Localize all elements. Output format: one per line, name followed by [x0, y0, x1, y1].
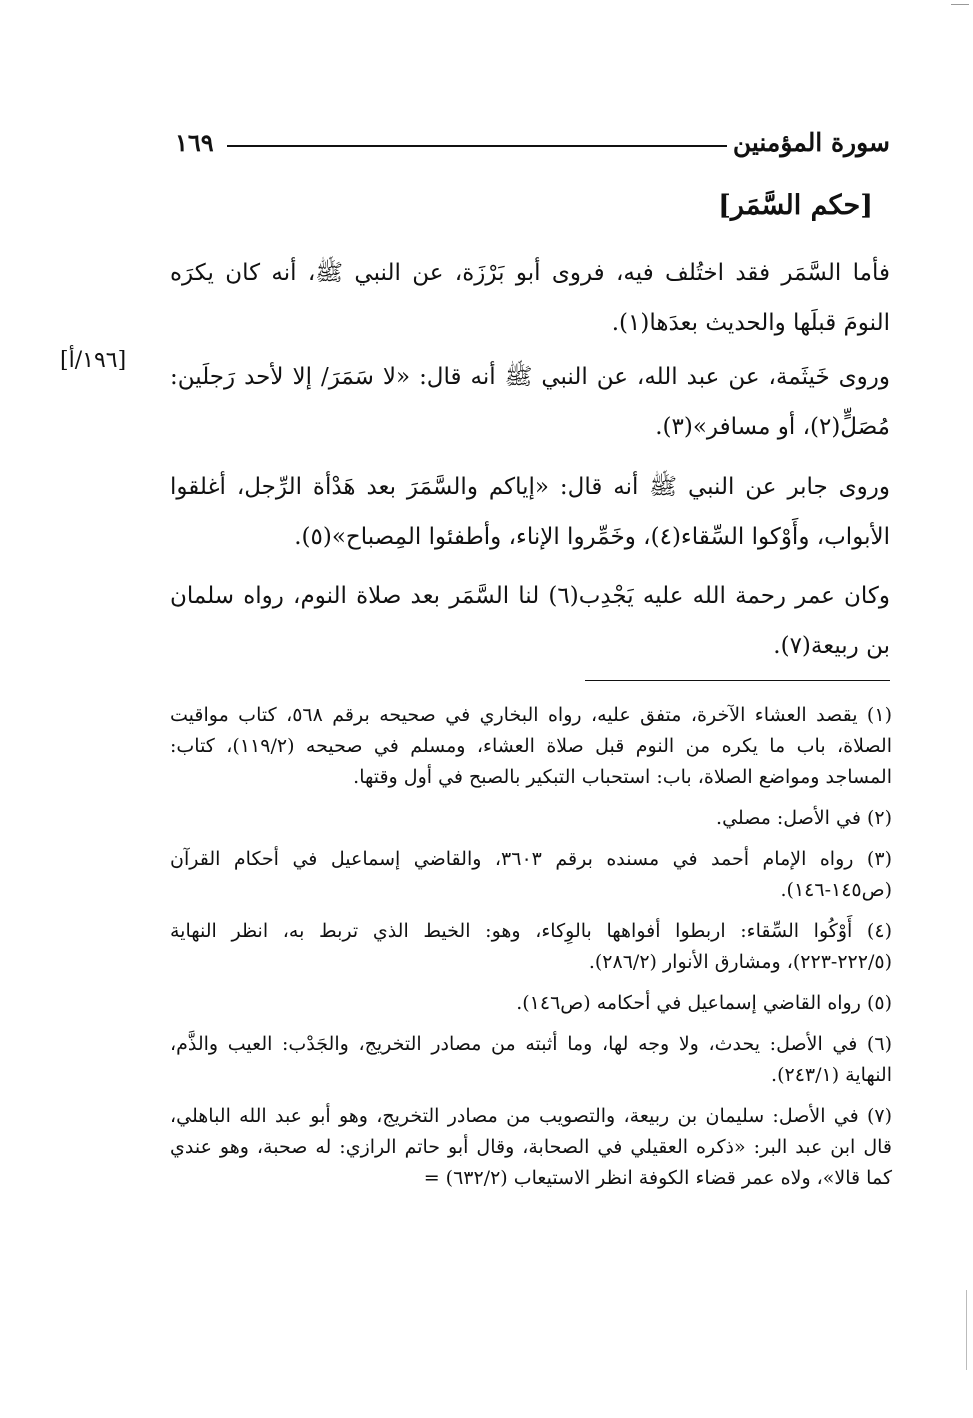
paragraph-3: وروى جابر عن النبي ﷺ أنه قال: «إياكم والسَّمَرَ بعد هَدْأة الرِّجل، أغلقوا الأبواب، وأَوْكوا السِّقاء(٤)، وخَمِّروا الإناء، وأطفئوا المِصباح»(٥). [170, 474, 890, 550]
section-title: [حكم السَّمَر] [718, 190, 873, 221]
surah-title: سورة المؤمنين [732, 128, 890, 157]
footnote-2: (٢) في الأصل: مصلي. [716, 807, 892, 829]
footnote-5: (٥) رواه القاضي إسماعيل في أحكامه (ص١٤٦). [516, 992, 892, 1014]
manuscript-folio-reference: [١٩٦/أ] [60, 348, 127, 373]
scan-edge-line [966, 1290, 967, 1370]
page-number: ١٦٩ [175, 128, 214, 157]
footnotes [170, 700, 892, 1204]
paragraph-1: فأما السَّمَر فقد اختُلف فيه، فروى أبو بَرْزَة، عن النبي ﷺ، أنه كان يكرَه النومَ قبلَها والحديث بعدَها(١). [170, 260, 890, 336]
footnote-4: (٤) أَوْكُوا السِّقاء: اربطوا أفواهها بالوِكاء، وهو: الخيط الذي تربط به، انظر النهاية (٢٢٢/٥-٢٢٣)، ومشارق الأنوار (٢٨٦/٢). [170, 920, 892, 973]
paragraph-4: وكان عمر رحمة الله عليه يَجْدِب(٦) لنا السَّمَر بعد صلاة النوم، رواه سلمان بن ربيعة(٧). [170, 583, 890, 659]
footnote-6: (٦) في الأصل: يحدث، ولا وجه لها، وما أثبته من مصادر التخريج، والجَدْب: العيب والذَّم، النهاية (٢٤٣/١). [170, 1033, 892, 1086]
paragraph-2: وروى خَيثَمة، عن عبد الله، عن النبي ﷺ أنه قال: «لا سَمَرَ/ إلا لأحد رَجلَين: مُصَلٍّ(٢)، أو مسافر»(٣). [170, 364, 890, 440]
footnote-7: (٧) في الأصل: سليمان بن ربيعة، والتصويب من مصادر التخريج، وهو أبو عبد الله الباهلي، قال ابن عبد البر: «ذكره العقيلي في الصحابة، وقال أبو حاتم الرازي: له صحبة، وهو عندي كما قالا»، ولاه عمر قضاء الكوفة انظر الاستيعاب (٦٣٢/٢) = [170, 1105, 892, 1189]
header-rule [227, 145, 727, 147]
footnote-1: (١) يقصد العشاء الآخرة، متفق عليه، رواه البخاري في صحيحه برقم ٥٦٨، كتاب مواقيت الصلاة، باب ما يكره من النوم قبل صلاة العشاء، ومسلم في صحيحه (١١٩/٢)، كتاب: المساجد ومواضع الصلاة، باب: استحباب التبكير بالصبح في أول وقتها. [170, 704, 892, 788]
scan-corner-mark [951, 4, 969, 5]
footnote-separator [585, 680, 890, 681]
running-header [175, 128, 890, 168]
footnote-3: (٣) رواه الإمام أحمد في مسنده برقم ٣٦٠٣، والقاضي إسماعيل في أحكام القرآن (ص١٤٥-١٤٦). [170, 848, 892, 901]
